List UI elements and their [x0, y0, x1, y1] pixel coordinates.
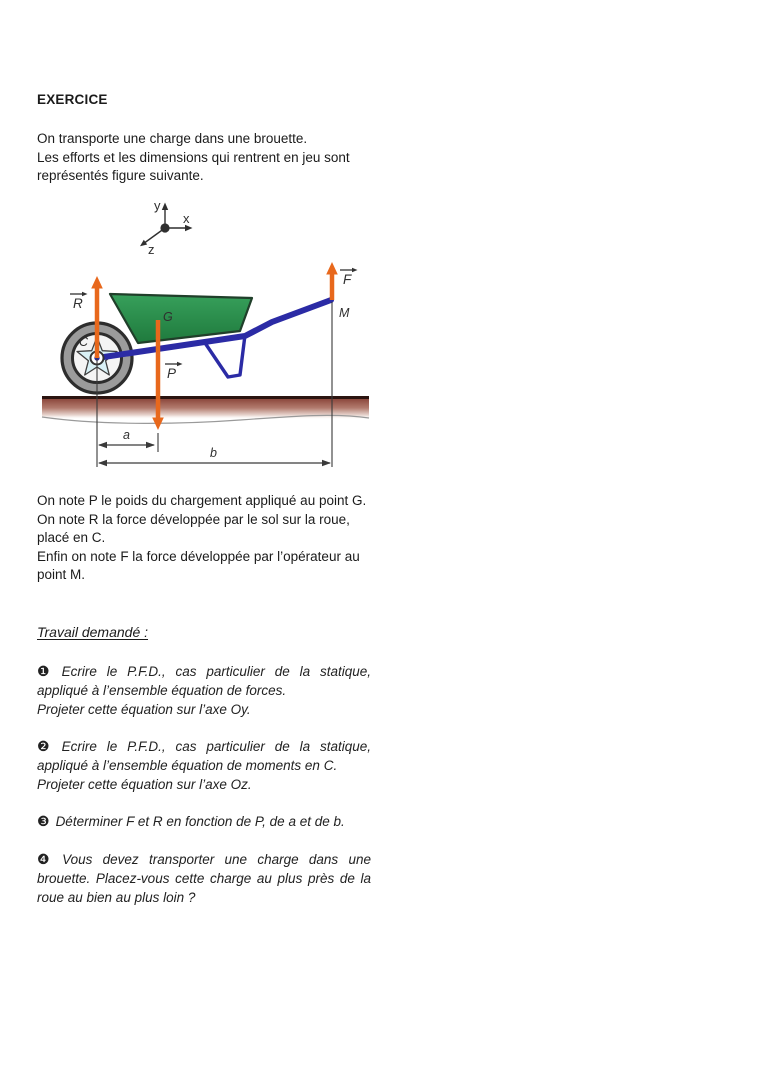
force-label-R: R	[73, 296, 83, 311]
dimension-a	[98, 442, 155, 448]
note-R: On note R la force développée par le sol sur la roue, placé en C.	[37, 511, 350, 546]
notes-paragraph	[37, 492, 371, 585]
axis-label-x: x	[183, 211, 190, 226]
question-3-marker: ❸	[37, 813, 50, 829]
dimension-b	[98, 460, 331, 466]
wheelbarrow-diagram	[35, 190, 375, 480]
intro-line-2: Les efforts et les dimensions qui rentrent en jeu sont représentés figure suivante.	[37, 149, 350, 184]
question-3-body: Déterminer F et R en fonction de P, de a et de b.	[55, 814, 345, 829]
ground	[42, 398, 369, 424]
question-1	[37, 662, 371, 719]
question-1-tail: Projeter cette équation sur l’axe Oy.	[37, 701, 251, 717]
question-4	[37, 850, 371, 907]
page-title: EXERCICE	[37, 92, 108, 107]
question-2-marker: ❷	[37, 738, 56, 754]
question-3	[37, 812, 371, 832]
dim-label-a: a	[123, 428, 130, 442]
point-label-G: G	[163, 310, 173, 324]
question-1-marker: ❶	[37, 663, 56, 679]
coordinate-axes-icon	[140, 198, 193, 257]
intro-line-1: On transporte une charge dans une brouette.	[37, 131, 308, 146]
note-F: Enfin on note F la force développée par l’opérateur au point M.	[37, 548, 360, 583]
question-2-tail: Projeter cette équation sur l’axe Oz.	[37, 776, 252, 792]
axis-label-y: y	[154, 198, 161, 213]
force-arrow-F	[326, 262, 338, 300]
dim-label-b: b	[210, 446, 217, 460]
question-2	[37, 737, 371, 794]
question-1-body: Ecrire le P.F.D., cas particulier de la statique, appliqué à l’ensemble équation de forces.	[37, 664, 371, 698]
point-label-M: M	[339, 306, 350, 320]
force-label-P: P	[167, 366, 177, 381]
axis-label-z: z	[148, 242, 155, 257]
note-P: On note P le poids du chargement appliqué au point G.	[37, 493, 367, 508]
question-4-marker: ❹	[37, 851, 57, 867]
point-label-C: C	[79, 335, 89, 349]
intro-paragraph	[37, 130, 371, 186]
question-4-body: Vous devez transporter une charge dans une brouette. Placez-vous cette charge au plus près de la roue au bien au plus loin ?	[37, 852, 371, 905]
force-label-F: F	[343, 272, 352, 287]
work-heading: Travail demandé :	[37, 624, 149, 640]
wheelbarrow-figure	[35, 190, 375, 480]
question-2-body: Ecrire le P.F.D., cas particulier de la statique, appliqué à l’ensemble équation de moments en C.	[37, 739, 371, 773]
